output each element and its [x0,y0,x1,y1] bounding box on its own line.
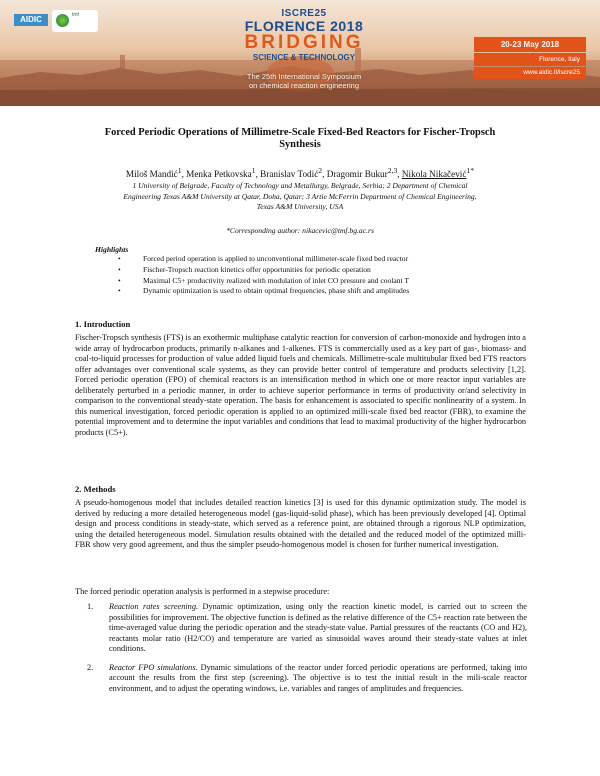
smf-logo-text: tmf [72,12,79,18]
author-affiliation-mark: 1 [177,166,182,175]
step-number: 2. [87,662,94,672]
highlight-item: • Forced period operation is applied to unconventional millimeter-scale fixed bed reactor [118,254,538,265]
procedure-step [87,602,527,655]
procedure-steps [87,602,527,694]
paper-title [70,127,530,151]
affiliations [86,181,514,213]
conference-title-block [212,8,396,90]
highlight-item: • Maximal C5+ productivity realized with modulation of inlet CO pressure and coolant T [118,276,538,287]
section-heading-introduction: 1. Introduction [75,319,131,329]
corresponding-author-name: Nikola Nikačević [401,169,467,180]
author-affiliation-mark: 1 [251,166,256,175]
highlight-item: • Dynamic optimization is used to obtain optimal frequencies, phase shift and amplitudes [118,286,538,297]
highlights-heading: Highlights [95,245,129,254]
highlights-list [118,254,538,297]
procedure-step [87,663,527,695]
conference-dates: 20-23 May 2018 [474,37,586,52]
author-list: Miloš Mandić$^1$, Menka Petkovska$^1$, Branislav Todić$^2$, Dragomir Bukur$^{2,3}$, Nikola Nikačević$^{1*}$ [125,166,475,180]
methods-paragraph: A pseudo-homogenous model that includes detailed reaction kinetics [3] is used for this dynamic optimization study. The model is derived by reducing a more detailed heterogeneous model (gas-liquid-solid phase), which has been previously developed [4]. Optimal design and process conditions in steady-state, which served as a reference point, are obtained through a rigorous NLP optimization, using the detailed heterogeneous model. Simulation results obtained with the detailed and the reduced model of the optimized milli- FBR show very good agreement, and thus the simpler pseudo-homogenous model is chosen for further numerical investigation. [75,498,526,549]
aidic-logo: AIDIC [14,14,48,26]
symposium-line-1: The 25th International Symposium [246,72,362,81]
conference-id: ISCRE25 [281,8,327,19]
step-title: Reactor FPO simulations. [109,662,198,672]
procedure-intro: The forced periodic operation analysis is performed in a stepwise procedure: [75,587,330,596]
conference-city-year: FLORENCE 2018 [244,18,364,34]
affiliation-line: 1 University of Belgrade, Faculty of Technology and Metallurgy, Belgrade, Serbia; 2 Department of Chemical [132,181,468,190]
author-name: Dragomir Bukur [326,169,388,180]
author-name: Menka Petkovska [186,169,252,180]
smf-logo [52,10,98,32]
step-title: Reaction rates screening. [109,602,199,611]
conference-banner [0,0,600,106]
author-name: Branislav Todić [260,169,319,180]
paper-title-line-1: Forced Periodic Operations of Millimetre-Scale Fixed-Bed Reactors for Fischer-Tropsch [104,127,496,138]
author-affiliation-mark: 2 [318,166,323,175]
section-heading-methods: 2. Methods [75,484,116,494]
conference-url: www.aidic.it/iscre25 [474,67,586,79]
conference-theme: BRIDGING [244,32,364,53]
introduction-paragraph: Fischer-Tropsch synthesis (FTS) is an exothermic multiphase catalytic reaction for conversion of carbon-monoxide and hydrogen into a wide array of hydrocarbon products, primarily n-alkanes and 1-alkenes. FTS is commercially used as a key part of gas-, biomass- and coal-to-liquid processes for production of value added liquid fuels and chemicals. Millimetre-scale multitubular fixed bed FTS reactors offer advantages over conventional scale systems, as they can provide better control of temperature and products selectivity [1,2]. Forced periodic operation (FPO) of chemical reactors is an intensification method in which one or more reactor input variables are deliberately perturbed in a periodic manner, in order to achieve superior performance in terms of productivity or/and selectivity in comparison to the conventional steady-state operation. The basis for enhancement is associated to specific nonlinearity of a system. In this numerical investigation, forced periodic operation is applied to an optimized milli-scale fixed bed reactor (FBR), to examine the potential improvement and to determine the input variables and conditions that lead to maximal productivity of the higher hydrocarbon products (C5+). [75,333,526,437]
step-text: Dynamic optimization, using only the reaction kinetic model, is carried out to screen the possibilities for improvement. The objective function is defined as the relative difference of the C5+ reaction rate between the time-averaged value during the periodic operation and the steady-state value. Partial pressures of the reactants (CO and H2), reactants molar ratio (H2/CO) and temperature are varied as sinusoidal waves around their steady-state values at inlet conditions. [109,602,527,653]
author-affiliation-mark: 2,3 [387,166,398,175]
author-name: Miloš Mandić [125,169,178,180]
step-text: Dynamic simulations of the reactor under forced periodic operations are performed, taking into account the results from the first step (screening). The objective is to test the initial result in the mili-scale reactor environment, and to adjust the operating windows, i.e. variables and ranges of amplitudes and frequencies. [109,662,527,693]
affiliation-line: Texas A&M University, USA [256,202,344,211]
paper-title-line-2: Synthesis [279,139,321,150]
smf-globe-icon [56,14,69,27]
conference-location: Florence, Italy [474,53,586,66]
affiliation-line: Engineering Texas A&M University at Qatar, Doha, Qatar; 3 Artie McFerrin Department of Chemical Engineering, [123,191,477,201]
highlight-item: • Fischer-Tropsch reaction kinetics offer opportunities for periodic operation [118,265,538,276]
corresponding-author-email: *Corresponding author: nikacevic@tmf.bg.ac.rs [226,226,374,235]
step-number: 1. [87,602,94,611]
author-affiliation-mark: 1* [466,166,475,175]
conference-subtheme: SCIENCE & TECHNOLOGY [252,53,356,62]
symposium-line-2: on chemical reaction engineering [248,81,360,90]
